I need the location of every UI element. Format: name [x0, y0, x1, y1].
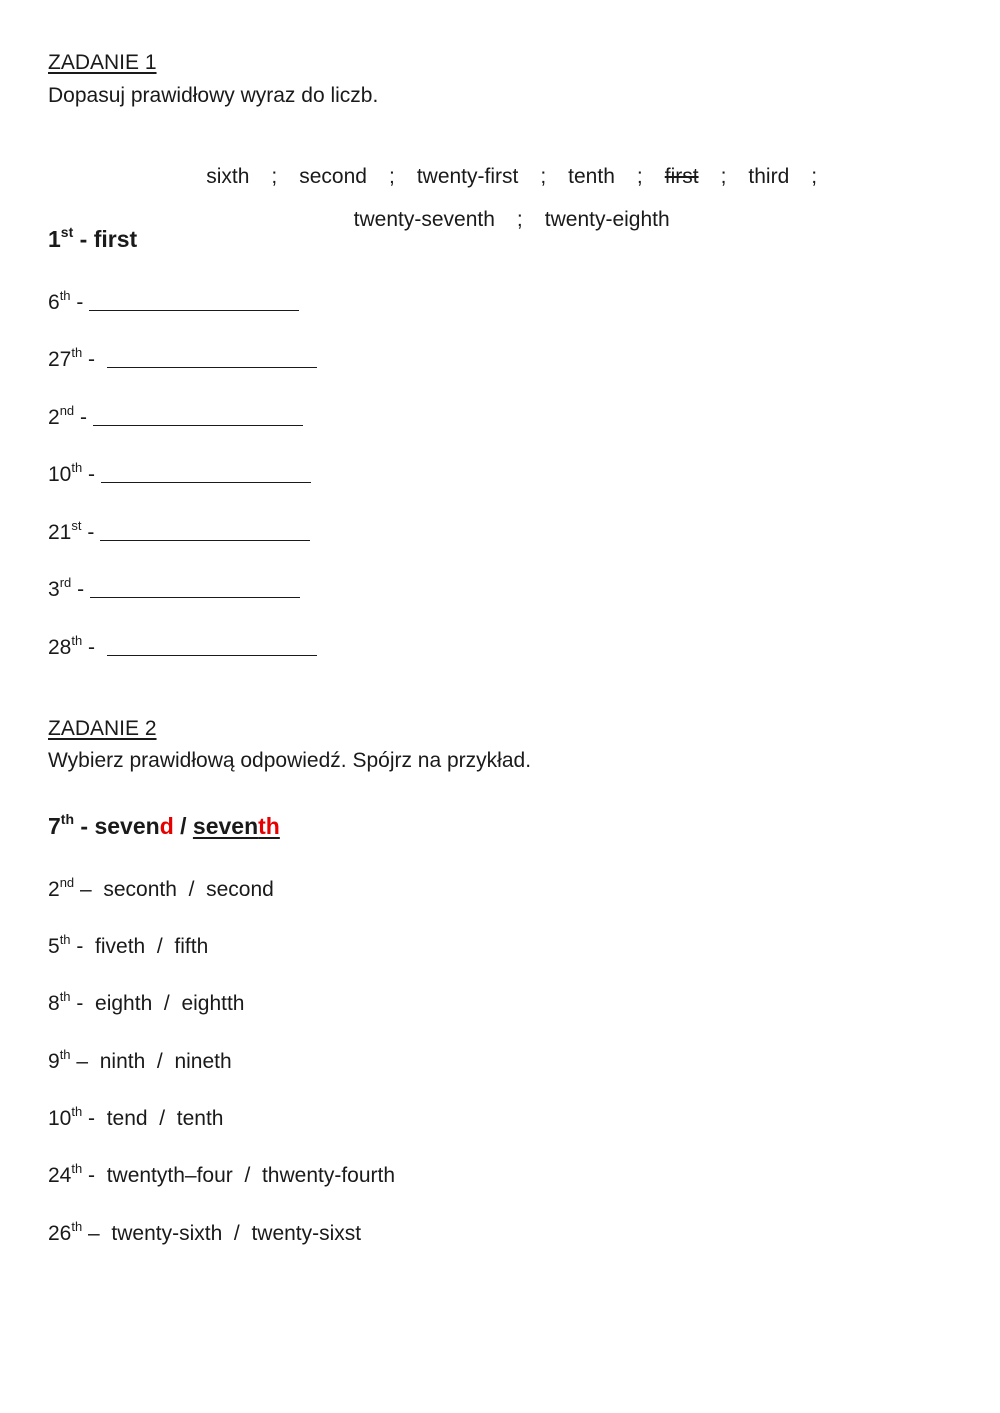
task1-example [48, 225, 137, 253]
fill-item [48, 577, 300, 603]
ordinal-suffix: st [71, 518, 82, 533]
word-bank-word: third [748, 165, 790, 188]
ordinal-number: 3 [48, 578, 60, 601]
option-a[interactable]: twentyth–four [106, 1164, 233, 1187]
word-bank-separator: ; [540, 165, 547, 188]
option-a[interactable]: twenty-sixth [111, 1222, 223, 1245]
option-b[interactable]: second [206, 878, 274, 901]
slash: / [147, 1107, 177, 1130]
word-bank-separator: ; [811, 165, 818, 188]
dash: - [73, 226, 94, 252]
dash: - [70, 992, 96, 1015]
ordinal-number: 27 [48, 348, 72, 371]
ordinal-suffix: nd [59, 403, 75, 418]
wrong-option-stem: seven [94, 813, 160, 839]
task2-instruction: Wybierz prawidłową odpowiedź. Spójrz na przykład. [48, 749, 532, 772]
ordinal-number: 9 [48, 1050, 60, 1073]
slash: / [232, 1164, 262, 1187]
choice-item [48, 1221, 361, 1247]
choice-item [48, 1163, 395, 1189]
option-a[interactable]: fiveth [95, 935, 146, 958]
option-a[interactable]: ninth [99, 1050, 146, 1073]
dash: - [82, 1107, 107, 1130]
option-b[interactable]: eightth [181, 992, 245, 1015]
ordinal-suffix: th [71, 1161, 83, 1176]
choice-item [48, 991, 245, 1017]
ordinal-suffix: rd [59, 575, 72, 590]
task1-title: ZADANIE 1 [48, 51, 157, 74]
ordinal-number: 24 [48, 1164, 72, 1187]
fill-item [48, 405, 303, 431]
ordinal-suffix: th [59, 1047, 71, 1062]
word-bank-word: twenty-seventh [353, 208, 495, 231]
word-bank-line-2 [0, 181, 1000, 259]
dash: – [82, 1222, 112, 1245]
slash: / [173, 813, 193, 839]
ordinal-suffix: th [71, 345, 83, 360]
ordinal-number: 8 [48, 992, 60, 1015]
ordinal-suffix: th [59, 932, 71, 947]
wrong-option-ending: d [159, 813, 174, 839]
dash: - [70, 291, 90, 314]
word-bank-separator: ; [516, 208, 523, 231]
ordinal-suffix: th [71, 633, 83, 648]
fill-item [48, 520, 310, 546]
correct-option-ending: th [258, 813, 280, 839]
dash: - [71, 578, 90, 601]
slash: / [152, 992, 182, 1015]
ordinal-number: 5 [48, 935, 60, 958]
answer-blank[interactable] [107, 637, 317, 656]
answer-blank[interactable] [90, 579, 300, 598]
choice-item [48, 1049, 232, 1075]
option-b[interactable]: nineth [174, 1050, 232, 1073]
ordinal-number: 2 [48, 406, 60, 429]
fill-item [48, 347, 317, 373]
dash: - [82, 636, 107, 659]
ordinal-number: 28 [48, 636, 72, 659]
option-b[interactable]: tenth [176, 1107, 224, 1130]
ordinal-number: 1 [48, 226, 61, 252]
dash: - [82, 1164, 107, 1187]
fill-item [48, 635, 317, 661]
ordinal-suffix: th [71, 1104, 83, 1119]
dash: – [74, 878, 104, 901]
ordinal-number: 26 [48, 1222, 72, 1245]
dash: - [82, 463, 101, 486]
option-a[interactable]: tend [106, 1107, 148, 1130]
dash: - [74, 406, 93, 429]
ordinal-suffix: th [71, 460, 83, 475]
ordinal-suffix: th [60, 811, 75, 827]
choice-item [48, 934, 208, 960]
option-a[interactable]: eighth [95, 992, 153, 1015]
option-a[interactable]: seconth [103, 878, 177, 901]
ordinal-number: 10 [48, 1107, 72, 1130]
word-bank-word-used: first [664, 165, 699, 188]
answer-blank[interactable] [101, 464, 311, 483]
ordinal-number: 10 [48, 463, 72, 486]
ordinal-number: 7 [48, 813, 61, 839]
ordinal-suffix: st [60, 224, 74, 240]
word-bank-separator: ; [388, 165, 395, 188]
word-bank-word: tenth [568, 165, 615, 188]
task2-title: ZADANIE 2 [48, 717, 157, 740]
word-bank-word: sixth [206, 165, 250, 188]
choice-item [48, 1106, 223, 1132]
dash: - [74, 813, 95, 839]
dash: - [82, 348, 107, 371]
answer-blank[interactable] [107, 349, 317, 368]
answer-blank[interactable] [93, 407, 303, 426]
word-bank-word: twenty-first [416, 165, 519, 188]
task2-example [48, 812, 280, 840]
answer-blank[interactable] [89, 292, 299, 311]
option-b[interactable]: thwenty-fourth [261, 1164, 396, 1187]
option-b[interactable]: fifth [174, 935, 209, 958]
answer-blank[interactable] [100, 522, 310, 541]
dash: - [81, 521, 101, 544]
option-b[interactable]: twenty-sixst [251, 1222, 362, 1245]
word-bank-separator: ; [636, 165, 643, 188]
dash: – [70, 1050, 100, 1073]
word-bank-separator: ; [271, 165, 278, 188]
ordinal-suffix: nd [59, 875, 75, 890]
slash: / [145, 1050, 175, 1073]
ordinal-suffix: th [59, 288, 71, 303]
fill-item [48, 462, 311, 488]
choice-item [48, 877, 274, 903]
slash: / [176, 878, 207, 901]
correct-option [193, 813, 280, 839]
word-bank-word: twenty-eighth [544, 208, 670, 231]
task1-instruction: Dopasuj prawidłowy wyraz do liczb. [48, 84, 379, 107]
ordinal-number: 21 [48, 521, 72, 544]
dash: - [70, 935, 96, 958]
slash: / [145, 935, 175, 958]
ordinal-suffix: th [71, 1219, 83, 1234]
word-bank-separator: ; [720, 165, 727, 188]
fill-item [48, 290, 299, 316]
ordinal-suffix: th [59, 989, 71, 1004]
word-bank-word: second [299, 165, 367, 188]
correct-option-stem: seven [192, 813, 259, 839]
ordinal-number: 2 [48, 878, 60, 901]
ordinal-number: 6 [48, 291, 60, 314]
slash: / [222, 1222, 252, 1245]
example-answer: first [93, 226, 138, 252]
